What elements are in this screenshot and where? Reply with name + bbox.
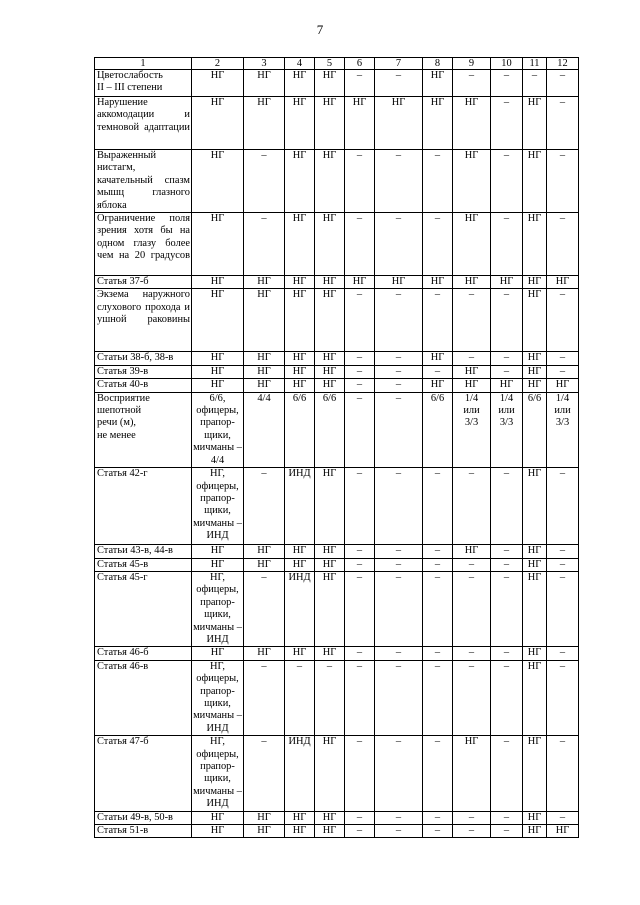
table-cell: – [423, 545, 453, 558]
table-cell: – [547, 571, 579, 646]
table-cell: НГ [315, 811, 345, 824]
table-cell: – [345, 289, 375, 352]
table-cell: – [375, 660, 423, 735]
table-cell: НГ [523, 545, 547, 558]
table-row [95, 289, 579, 352]
table-cell: – [285, 660, 315, 735]
table-cell: НГ [244, 811, 285, 824]
table-cell: НГ [453, 736, 491, 811]
table-cell: – [491, 558, 523, 571]
table-cell: НГ [523, 660, 547, 735]
table-cell: НГ [285, 379, 315, 392]
row-label: Статья 39-в [95, 365, 192, 378]
table-cell: НГ [192, 150, 244, 213]
table-cell: НГ [453, 150, 491, 213]
table-body [95, 58, 579, 838]
table-cell: НГ [192, 379, 244, 392]
table-cell: НГ [192, 352, 244, 365]
table-cell: НГ [285, 352, 315, 365]
table-cell: НГ [285, 289, 315, 352]
column-number: 7 [375, 58, 423, 70]
table-row [95, 811, 579, 824]
table-cell: – [375, 811, 423, 824]
table-cell: НГ [523, 97, 547, 150]
row-label: Выраженный нистагм, качательный спазм мышц глазного яблока [95, 150, 192, 213]
table-cell: НГ [547, 276, 579, 289]
table-cell: – [345, 392, 375, 467]
table-cell: – [491, 352, 523, 365]
table-cell: НГ, офицеры, прапор- щики, мичманы – ИНД [193, 736, 242, 810]
table-cell: НГ [523, 276, 547, 289]
table-cell: – [547, 352, 579, 365]
row-label: Статьи 49-в, 50-в [95, 811, 192, 824]
table-cell: НГ [285, 97, 315, 150]
table-cell: – [345, 660, 375, 735]
table-cell: – [547, 289, 579, 352]
table-cell: – [244, 571, 285, 646]
table-cell: – [423, 571, 453, 646]
table-cell: – [547, 365, 579, 378]
table-cell: – [345, 150, 375, 213]
table-cell: – [491, 70, 523, 97]
table-cell: НГ [285, 276, 315, 289]
table-cell: – [547, 150, 579, 213]
table-cell: НГ [285, 213, 315, 276]
table-cell: – [375, 825, 423, 838]
table-cell: НГ [423, 352, 453, 365]
table-cell: НГ [375, 276, 423, 289]
table-cell: – [547, 736, 579, 811]
table-cell: НГ [315, 365, 345, 378]
table-cell: НГ [491, 276, 523, 289]
table-cell: НГ [547, 825, 579, 838]
table-cell: – [345, 811, 375, 824]
table-cell: НГ [523, 468, 547, 545]
table-cell: – [375, 545, 423, 558]
table-cell: НГ [315, 558, 345, 571]
table-cell: НГ [491, 379, 523, 392]
table-cell: – [345, 468, 375, 545]
table-cell: НГ [285, 647, 315, 660]
table-cell: НГ [423, 70, 453, 97]
fitness-category-table [94, 57, 579, 838]
table-cell: НГ [453, 365, 491, 378]
table-cell: НГ [244, 289, 285, 352]
table-cell: НГ [315, 571, 345, 646]
table-cell: НГ [315, 379, 345, 392]
table-cell: НГ [315, 468, 345, 545]
table-cell: 6/6 [315, 392, 345, 467]
table-cell: – [423, 736, 453, 811]
table-cell: НГ [453, 276, 491, 289]
table-row [95, 365, 579, 378]
column-number: 9 [453, 58, 491, 70]
row-label: Статья 45-в [95, 558, 192, 571]
table-cell: – [453, 660, 491, 735]
table-cell: – [423, 365, 453, 378]
table-row [95, 571, 579, 646]
table-cell: НГ [315, 97, 345, 150]
table-cell: НГ [315, 150, 345, 213]
table-cell: – [491, 825, 523, 838]
table-cell: – [453, 70, 491, 97]
column-number: 10 [491, 58, 523, 70]
row-label: Ограничение поля зрения хотя бы на одном глазу более чем на 20 градусов [95, 213, 192, 276]
table-cell: – [315, 660, 345, 735]
page-number: 7 [316, 22, 324, 37]
table-cell: – [423, 811, 453, 824]
table-cell: – [491, 468, 523, 545]
row-label: Нарушение аккомодации и темновой адаптации [95, 97, 192, 150]
table-cell: НГ [285, 150, 315, 213]
table-cell: НГ, офицеры, прапор- щики, мичманы – ИНД [193, 660, 242, 734]
table-cell: НГ [285, 365, 315, 378]
table-row [95, 468, 579, 545]
row-label: Статьи 43-в, 44-в [95, 545, 192, 558]
table-cell: 1/4 или 3/3 [491, 392, 523, 467]
table-cell: ИНД [285, 571, 315, 646]
table-cell: НГ [523, 571, 547, 646]
table-cell: – [453, 825, 491, 838]
row-label: Статья 37-б [95, 276, 192, 289]
table-cell: НГ [244, 558, 285, 571]
table-cell: – [244, 213, 285, 276]
table-cell: НГ [523, 352, 547, 365]
row-label: Статья 46-б [95, 647, 192, 660]
table-cell: – [345, 545, 375, 558]
column-number: 3 [244, 58, 285, 70]
table-cell: 1/4 или 3/3 [453, 392, 491, 467]
table-cell: НГ [244, 352, 285, 365]
table-cell: – [547, 558, 579, 571]
table-cell: – [375, 571, 423, 646]
table-cell: НГ [453, 545, 491, 558]
table-row [95, 276, 579, 289]
table-cell: – [345, 365, 375, 378]
table-cell: – [375, 352, 423, 365]
table-cell: – [375, 289, 423, 352]
table-cell: НГ [345, 97, 375, 150]
table-cell: НГ [244, 70, 285, 97]
table-cell: ИНД [285, 736, 315, 811]
table-cell: – [547, 660, 579, 735]
table-row [95, 352, 579, 365]
table-cell: – [244, 736, 285, 811]
table-row [95, 558, 579, 571]
table-cell: НГ [192, 70, 244, 97]
table-cell: НГ [192, 825, 244, 838]
table-row [95, 660, 579, 735]
table-cell: – [491, 811, 523, 824]
table-cell: – [453, 647, 491, 660]
table-cell: НГ [315, 276, 345, 289]
table-cell: НГ [315, 289, 345, 352]
table-cell: НГ [523, 647, 547, 660]
table-cell: НГ [523, 213, 547, 276]
table-cell: НГ [315, 647, 345, 660]
table-cell: НГ [285, 558, 315, 571]
row-label: Статья 47-б [95, 736, 192, 811]
table-cell: НГ [244, 365, 285, 378]
table-cell: НГ [315, 545, 345, 558]
row-label: Статья 45-г [95, 571, 192, 646]
table-cell: – [491, 289, 523, 352]
table-cell: – [423, 468, 453, 545]
table-cell: – [423, 825, 453, 838]
table-row [95, 736, 579, 811]
table-cell: – [423, 213, 453, 276]
table-cell: – [491, 365, 523, 378]
table-cell: – [453, 289, 491, 352]
table-cell: – [491, 545, 523, 558]
row-label: Статьи 38-б, 38-в [95, 352, 192, 365]
table-cell: НГ [523, 825, 547, 838]
table-cell: НГ [523, 811, 547, 824]
table-cell: НГ [315, 352, 345, 365]
table-cell: – [345, 825, 375, 838]
table-cell: – [345, 558, 375, 571]
table-cell: – [345, 647, 375, 660]
column-number: 2 [192, 58, 244, 70]
table-cell: – [547, 97, 579, 150]
table-cell: – [453, 352, 491, 365]
table-row [95, 647, 579, 660]
table-cell: НГ [315, 213, 345, 276]
table-cell: – [491, 736, 523, 811]
table-cell: НГ [285, 811, 315, 824]
table-cell: НГ [375, 97, 423, 150]
table-cell: НГ [285, 825, 315, 838]
table-cell: – [423, 558, 453, 571]
table-row [95, 213, 579, 276]
table-cell: НГ [315, 70, 345, 97]
table-cell: 4/4 [244, 392, 285, 467]
table-cell: НГ [285, 70, 315, 97]
table-cell: НГ [192, 545, 244, 558]
table-cell: НГ [285, 545, 315, 558]
table-cell: НГ [192, 811, 244, 824]
table-cell: НГ [423, 276, 453, 289]
table-cell: НГ [345, 276, 375, 289]
table-cell: НГ [192, 365, 244, 378]
table-cell: НГ [315, 825, 345, 838]
table-cell: – [523, 70, 547, 97]
table-cell: НГ [192, 213, 244, 276]
table-cell: НГ, офицеры, прапор- щики, мичманы – ИНД [193, 571, 242, 645]
table-cell: – [453, 468, 491, 545]
table-cell: НГ [192, 289, 244, 352]
table-cell: – [244, 468, 285, 545]
column-number-row [95, 58, 579, 70]
table-cell: – [547, 647, 579, 660]
table-cell: – [423, 660, 453, 735]
row-label: Статья 51-в [95, 825, 192, 838]
table-cell: НГ, офицеры, прапор- щики, мичманы – ИНД [192, 468, 244, 545]
table-cell: НГ [523, 736, 547, 811]
table-cell: – [375, 558, 423, 571]
table-cell: НГ [523, 365, 547, 378]
table-cell: НГ [244, 97, 285, 150]
table-cell: – [375, 392, 423, 467]
table-cell: – [453, 811, 491, 824]
table-cell: – [423, 289, 453, 352]
table-cell: НГ [453, 213, 491, 276]
column-number: 4 [285, 58, 315, 70]
table-cell: НГ [192, 276, 244, 289]
table-cell: – [491, 647, 523, 660]
table-cell: – [375, 70, 423, 97]
table-cell: 6/6 [423, 392, 453, 467]
table-cell: НГ [453, 379, 491, 392]
table-row [95, 392, 579, 467]
table-cell: НГ [523, 379, 547, 392]
table-cell: – [375, 736, 423, 811]
table-cell: НГ [523, 150, 547, 213]
table-row [95, 97, 579, 150]
table-cell: НГ [244, 825, 285, 838]
table-cell: 6/6 [285, 392, 315, 467]
table-cell: НГ [453, 97, 491, 150]
table-row [95, 379, 579, 392]
table-cell: НГ [244, 379, 285, 392]
table-cell: – [491, 97, 523, 150]
table-row [95, 70, 579, 97]
table-cell: НГ [244, 647, 285, 660]
row-label: Восприятие шепотной речи (м), не менее [95, 392, 192, 467]
table-cell: – [244, 150, 285, 213]
table-cell: – [453, 558, 491, 571]
table-cell: – [547, 811, 579, 824]
table-cell: НГ [523, 289, 547, 352]
table-cell: НГ [547, 379, 579, 392]
row-label: Статья 42-г [95, 468, 192, 545]
table-cell: – [375, 379, 423, 392]
table-cell: – [375, 365, 423, 378]
table-cell: – [491, 213, 523, 276]
table-cell: НГ [523, 558, 547, 571]
column-number: 5 [315, 58, 345, 70]
table-cell: – [345, 213, 375, 276]
table-cell: ИНД [285, 468, 315, 545]
column-number: 1 [95, 58, 192, 70]
table-cell: – [375, 468, 423, 545]
table-cell: – [547, 70, 579, 97]
column-number: 12 [547, 58, 579, 70]
row-label: Статья 46-в [95, 660, 192, 735]
table-cell: НГ [192, 97, 244, 150]
table-row [95, 545, 579, 558]
row-label: Цветослабость II – III степени [95, 70, 192, 97]
table-cell: 1/4 или 3/3 [547, 392, 579, 467]
table-cell: – [345, 736, 375, 811]
table-cell: – [547, 545, 579, 558]
table-cell: НГ [315, 736, 345, 811]
column-number: 6 [345, 58, 375, 70]
table-cell: НГ [244, 276, 285, 289]
table-cell: – [491, 571, 523, 646]
table-cell: НГ [192, 647, 244, 660]
table-row [95, 150, 579, 213]
table-cell: – [345, 70, 375, 97]
table-cell: – [491, 660, 523, 735]
table-cell: – [547, 468, 579, 545]
table-cell: – [375, 647, 423, 660]
table-cell: НГ [423, 97, 453, 150]
row-label: Статья 40-в [95, 379, 192, 392]
table-cell: – [453, 571, 491, 646]
table-cell: – [491, 150, 523, 213]
table-cell: – [375, 213, 423, 276]
table-cell: 6/6 [523, 392, 547, 467]
table-cell: – [244, 660, 285, 735]
table-cell: – [423, 150, 453, 213]
table-cell: – [547, 213, 579, 276]
table-cell: – [345, 571, 375, 646]
table-cell: – [345, 352, 375, 365]
row-label: Экзема наружного слухового прохода и ушной раковины [95, 289, 192, 352]
table-cell: НГ [192, 558, 244, 571]
column-number: 8 [423, 58, 453, 70]
table-cell: – [345, 379, 375, 392]
table-cell: НГ [423, 379, 453, 392]
column-number: 11 [523, 58, 547, 70]
table-cell: – [375, 150, 423, 213]
table-row [95, 825, 579, 838]
table-cell: – [423, 647, 453, 660]
table-cell: НГ [244, 545, 285, 558]
table-cell: 6/6, офицеры, прапор- щики, мичманы – 4/4 [193, 392, 242, 466]
